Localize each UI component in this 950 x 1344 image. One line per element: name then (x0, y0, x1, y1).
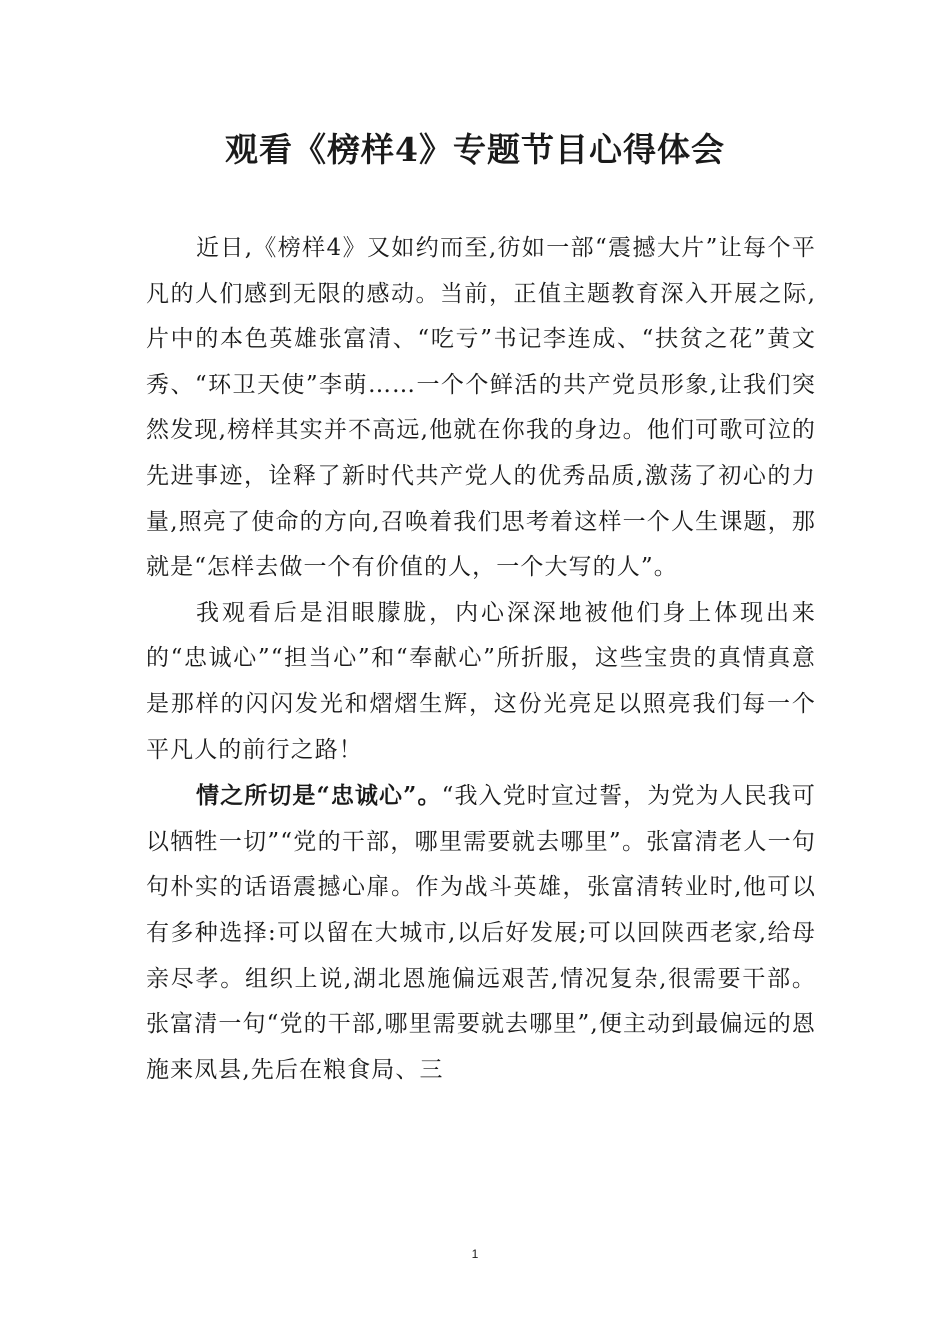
paragraph-loyalty (146, 773, 816, 1093)
paragraph-text: 近日,《榜样4》又如约而至,彷如一部“震撼大片”让每个平凡的人们感到无限的感动。当前，正值主题教育深入开展之际,片中的本色英雄张富清、“吃亏”书记李连成、“扶贫之花”黄文秀、“环卫天使”李萌……一个个鲜活的共产党员形象,让我们突然发现,榜样其实并不高远,他就在你我的身边。他们可歌可泣的先进事迹，诠释了新时代共产党人的优秀品质,激荡了初心的力量,照亮了使命的方向,召唤着我们思考着这样一个人生课题，那就是“怎样去做一个有价值的人，一个大写的人”。 (146, 235, 816, 581)
document-title: 观看《榜样4》专题节目心得体会 (225, 130, 725, 169)
paragraph-text: “我入党时宣过誓，为党为人民我可以牺牲一切”“党的干部，哪里需要就去哪里”。张富清老人一句句朴实的话语震撼心扉。作为战斗英雄，张富清转业时,他可以有多种选择:可以留在大城市,以后好发展;可以回陕西老家,给母亲尽孝。组织上说,湖北恩施偏远艰苦,情况复杂,很需要干部。张富清一句“党的干部,哪里需要就去哪里”,便主动到最偏远的恩施来凤县,先后在粮食局、三 (146, 783, 816, 1083)
paragraph-reflection (146, 591, 816, 773)
document-body (146, 226, 816, 1093)
paragraph-intro (146, 226, 816, 591)
paragraph-text: 我观看后是泪眼朦胧，内心深深地被他们身上体现出来的“忠诚心”“担当心”和“奉献心”所折服，这些宝贵的真情真意是那样的闪闪发光和熠熠生辉，这份光亮足以照亮我们每一个平凡人的前行之路！ (146, 599, 816, 763)
page-number: 1 (471, 1247, 479, 1261)
paragraph-lead-heading: 情之所切是“忠诚心”。 (196, 782, 442, 810)
